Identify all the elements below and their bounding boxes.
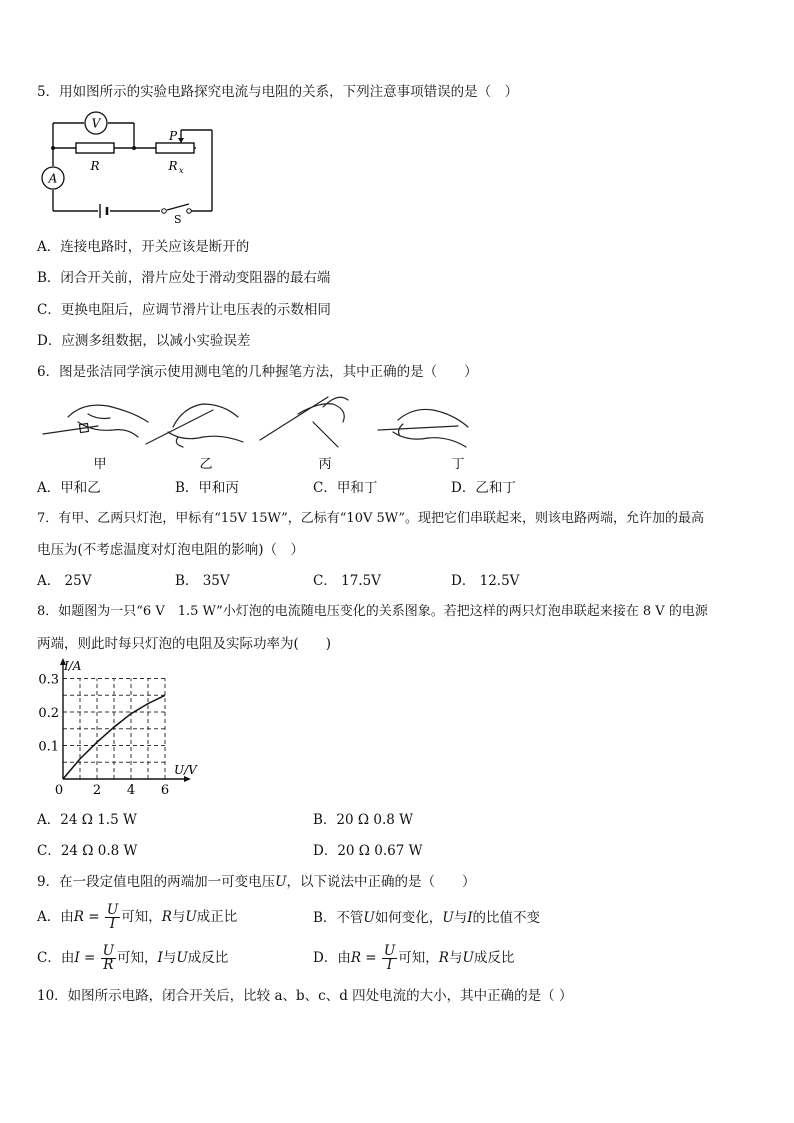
q9-b-i: I bbox=[467, 910, 473, 926]
q9-a-eq: = bbox=[83, 909, 104, 925]
q9-b-and: 与 bbox=[453, 910, 468, 926]
q6-option-c: C．甲和丁 bbox=[313, 480, 378, 496]
q8-option-a: A．24 Ω 1.5 W bbox=[37, 812, 137, 828]
q8-stem-line2: 两端，则此时每只灯泡的电阻及实际功率为( ) bbox=[37, 636, 332, 652]
q9-stem bbox=[37, 873, 475, 891]
q9-d-post: 成反比 bbox=[473, 950, 515, 966]
q9-c-and: 与 bbox=[162, 950, 177, 966]
q9-c-eq: = bbox=[79, 950, 100, 966]
ammeter-label: A bbox=[48, 171, 58, 186]
q9-d-fraction bbox=[382, 945, 397, 972]
q5-option-d: D．应测多组数据，以减小实验误差 bbox=[37, 333, 251, 349]
q6-caption-jia: 甲 bbox=[93, 457, 107, 472]
q8-option-b: B．20 Ω 0.8 W bbox=[313, 812, 414, 828]
q9-a-u2: U bbox=[185, 909, 197, 925]
q9-c-post: 成反比 bbox=[187, 950, 229, 966]
q9-a-mid: 可知， bbox=[121, 909, 162, 925]
q7-option-b: B． 35V bbox=[175, 573, 230, 589]
q9-option-b bbox=[313, 909, 540, 927]
chart-x-tick-label: 4 bbox=[126, 783, 136, 798]
rheostat-label: R bbox=[168, 159, 178, 173]
q7-stem-line1: 7．有甲、乙两只灯泡，甲标有“15V 15W”，乙标有“10V 5W”。现把它们串联起来，则该电路两端，允许加的最高 bbox=[37, 511, 704, 526]
q9-d-and: 与 bbox=[448, 950, 463, 966]
q7-option-a: A． 25V bbox=[37, 573, 92, 589]
q9-c-mid: 可知， bbox=[116, 950, 158, 966]
q7-option-d: D． 12.5V bbox=[451, 573, 520, 589]
resistor-label: R bbox=[90, 159, 100, 173]
q9-c-i: I bbox=[74, 950, 80, 966]
q9-option-c bbox=[37, 940, 228, 976]
q9-stem-tail: ，以下说法中正确的是（ ） bbox=[286, 874, 476, 890]
switch-label: S bbox=[174, 213, 182, 226]
q5-option-c: C．更换电阻后，应调节滑片让电压表的示数相同 bbox=[37, 302, 331, 318]
q9-stem-text: 9．在一段定值电阻的两端加一可变电压 bbox=[37, 874, 276, 890]
q9-c-num: U bbox=[102, 943, 114, 959]
q9-d-pre: D．由 bbox=[313, 950, 351, 966]
chart-x-tick-label: 6 bbox=[160, 783, 170, 798]
q9-a-fraction bbox=[105, 904, 120, 931]
chart-grid bbox=[63, 679, 165, 780]
q10-stem: 10．如图所示电路，闭合开关后，比较 a、b、c、d 四处电流的大小，其中正确的是（ ） bbox=[37, 988, 573, 1004]
q9-b-pre: B．不管 bbox=[313, 910, 364, 926]
q9-option-d bbox=[313, 940, 514, 976]
q9-c-u2: U bbox=[176, 950, 188, 966]
chart-y-tick-label: 0.3 bbox=[38, 672, 59, 688]
q5-option-a: A．连接电路时，开关应该是断开的 bbox=[37, 239, 250, 255]
q8-option-d: D．20 Ω 0.67 W bbox=[313, 843, 423, 859]
q8-option-c: C．24 Ω 0.8 W bbox=[37, 843, 138, 859]
chart-y-axis-label: I/A bbox=[64, 659, 82, 673]
q9-c-i2: I bbox=[157, 950, 163, 966]
q9-a-and: 与 bbox=[171, 909, 186, 925]
q9-a-r2: R bbox=[161, 909, 172, 925]
q7-stem-line2: 电压为(不考虑温度对灯泡电阻的影响)（ ） bbox=[37, 542, 305, 558]
q9-c-den: R bbox=[103, 957, 114, 973]
q9-d-r: R bbox=[350, 950, 361, 966]
chart-x-tick-label: 2 bbox=[92, 783, 102, 798]
slider-label: P bbox=[169, 129, 178, 143]
q6-caption-ding: 丁 bbox=[451, 457, 465, 472]
q9-b-post: 的比值不变 bbox=[472, 910, 541, 926]
chart-x-axis-label: U/V bbox=[174, 763, 197, 777]
q9-d-num: U bbox=[383, 943, 396, 959]
q7-option-c: C． 17.5V bbox=[313, 573, 381, 589]
chart-y-tick-label: 0.2 bbox=[38, 706, 59, 721]
q9-stem-var: U bbox=[275, 874, 287, 890]
q6-option-a: A．甲和乙 bbox=[37, 480, 101, 496]
q9-a-r: R bbox=[73, 909, 84, 925]
q9-b-mid: 如何变化， bbox=[374, 910, 443, 926]
q9-a-num: U bbox=[106, 902, 119, 918]
chart-x-tick-label: 0 bbox=[54, 783, 64, 798]
q9-b-u: U bbox=[363, 910, 375, 926]
q9-d-eq: = bbox=[361, 950, 381, 966]
q9-b-u2: U bbox=[442, 910, 454, 926]
q9-a-post: 成正比 bbox=[196, 909, 238, 925]
q9-d-u2: U bbox=[462, 950, 474, 966]
q9-option-a bbox=[37, 899, 237, 935]
q9-d-den: I bbox=[386, 957, 393, 973]
q8-current-voltage-chart bbox=[36, 656, 206, 801]
q5-stem: 5．用如图所示的实验电路探究电流与电阻的关系，下列注意事项错误的是（ ） bbox=[37, 84, 519, 100]
q9-c-fraction bbox=[101, 945, 116, 972]
q6-pen-grip-figures bbox=[38, 392, 478, 472]
q6-option-b: B．甲和丙 bbox=[175, 480, 239, 496]
q9-a-pre: A．由 bbox=[37, 909, 74, 925]
q9-d-mid: 可知， bbox=[398, 950, 439, 966]
voltmeter-label: V bbox=[91, 116, 101, 131]
q6-caption-bing: 丙 bbox=[318, 457, 332, 472]
q6-stem: 6．图是张洁同学演示使用测电笔的几种握笔方法，其中正确的是（ ） bbox=[37, 364, 478, 380]
q8-stem-line1: 8．如题图为一只“6 V 1.5 W”小灯泡的电流随电压变化的关系图象。若把这样的两只灯泡串联起来接在 8 V 的电源 bbox=[37, 604, 708, 619]
q9-a-den: I bbox=[109, 916, 116, 932]
q9-c-pre: C．由 bbox=[37, 950, 75, 966]
q5-circuit-diagram bbox=[36, 108, 221, 226]
rheostat-subscript: x bbox=[179, 166, 184, 175]
q5-option-b: B．闭合开关前，滑片应处于滑动变阻器的最右端 bbox=[37, 270, 331, 286]
q6-option-d: D．乙和丁 bbox=[451, 480, 516, 496]
chart-y-tick-label: 0.1 bbox=[38, 739, 59, 755]
q6-caption-yi: 乙 bbox=[199, 457, 213, 472]
q9-d-r2: R bbox=[438, 950, 449, 966]
